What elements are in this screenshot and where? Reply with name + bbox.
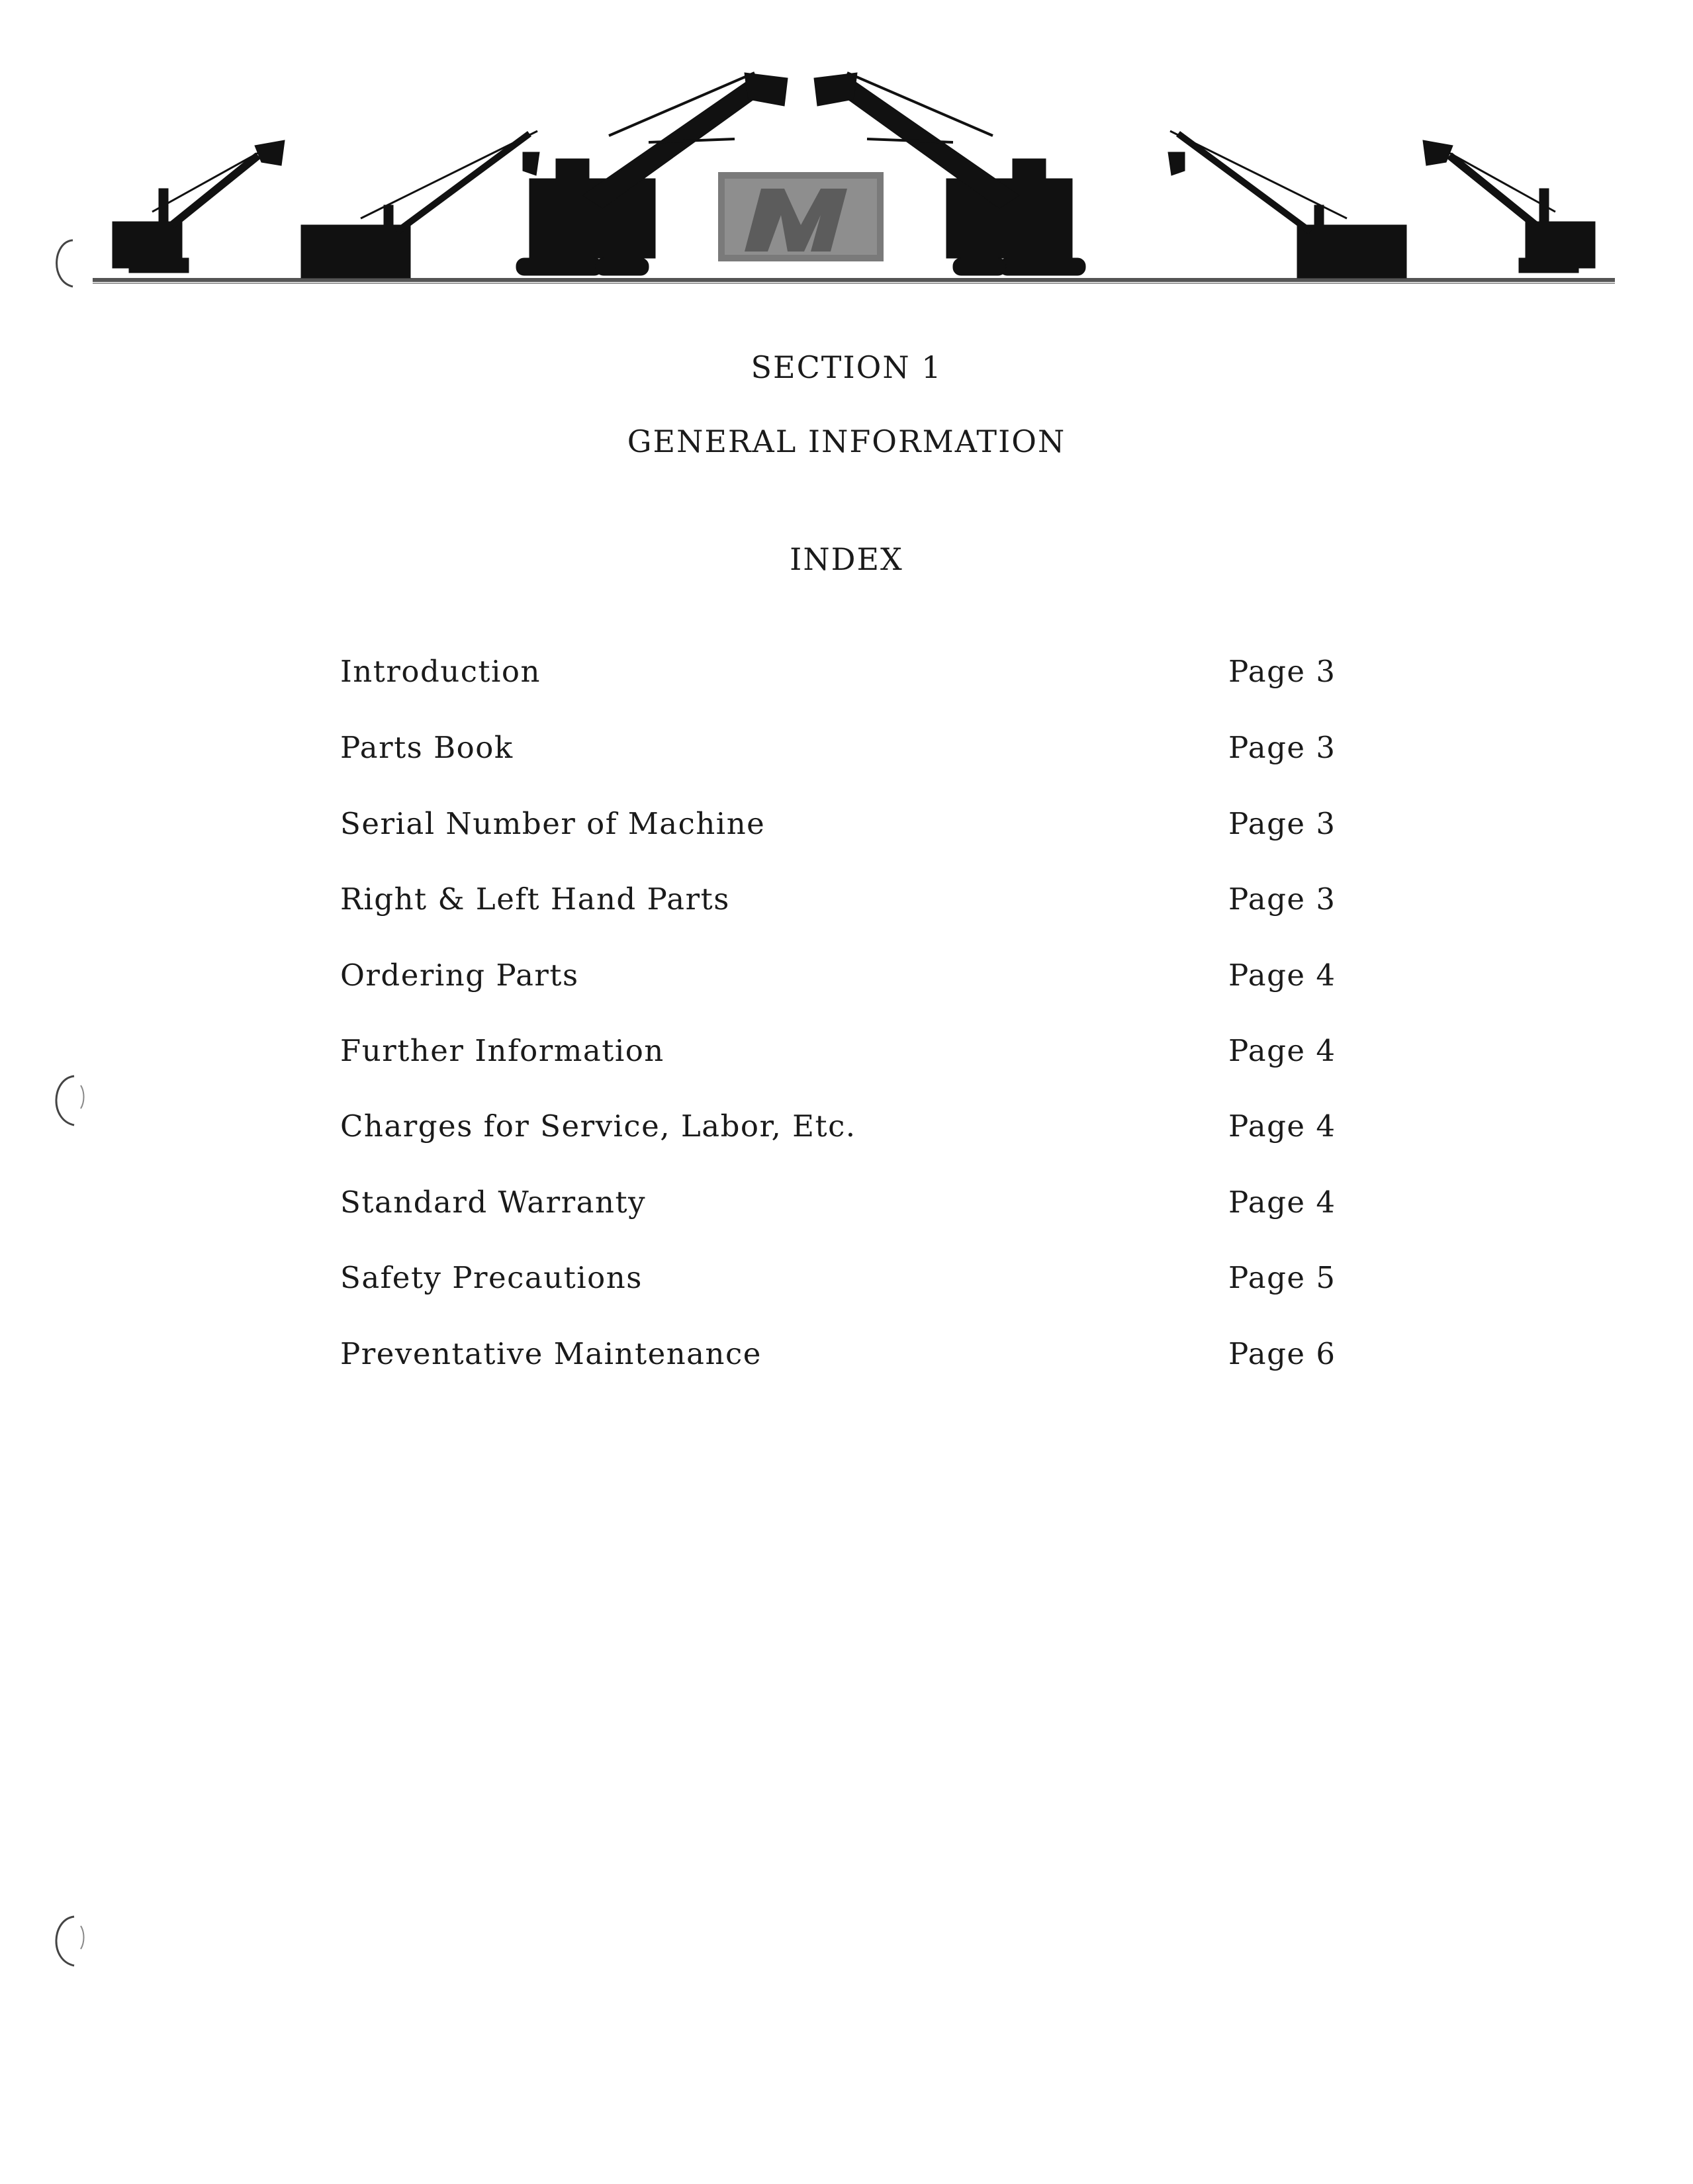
list-item xyxy=(0,1260,1693,1300)
index-entry-title: Introduction xyxy=(340,654,541,689)
index-entry-title: Further Information xyxy=(340,1033,664,1068)
index-entry-page: Page 3 xyxy=(1228,806,1336,841)
index-entry-title: Charges for Service, Labor, Etc. xyxy=(340,1109,856,1144)
list-item xyxy=(0,806,1693,846)
list-item xyxy=(0,882,1693,921)
index-entry-page: Page 3 xyxy=(1228,882,1336,917)
index-entry-page: Page 3 xyxy=(1228,730,1336,765)
index-entry-page: Page 4 xyxy=(1228,1185,1336,1220)
list-item xyxy=(0,1185,1693,1224)
section-heading: SECTION 1 xyxy=(751,349,942,385)
index-entry-page: Page 6 xyxy=(1228,1336,1336,1371)
section-subtitle: GENERAL INFORMATION xyxy=(627,424,1066,459)
index-entry-page: Page 4 xyxy=(1228,1033,1336,1068)
index-entry-title: Serial Number of Machine xyxy=(340,806,766,841)
list-item xyxy=(0,1109,1693,1148)
index-entry-title: Ordering Parts xyxy=(340,958,579,993)
index-entry-title: Safety Precautions xyxy=(340,1260,643,1295)
index-entry-page: Page 4 xyxy=(1228,1109,1336,1144)
index-entry-page: Page 5 xyxy=(1228,1260,1336,1295)
index-entry-title: Right & Left Hand Parts xyxy=(340,882,730,917)
index-entry-title: Standard Warranty xyxy=(340,1185,646,1220)
list-item xyxy=(0,1336,1693,1376)
index-entry-title: Preventative Maintenance xyxy=(340,1336,762,1371)
list-item xyxy=(0,958,1693,997)
list-item xyxy=(0,1033,1693,1073)
index-entry-page: Page 3 xyxy=(1228,654,1336,689)
list-item xyxy=(0,730,1693,770)
index-heading: INDEX xyxy=(790,541,903,577)
index-entry-title: Parts Book xyxy=(340,730,514,765)
index-entry-page: Page 4 xyxy=(1228,958,1336,993)
list-item xyxy=(0,654,1693,694)
